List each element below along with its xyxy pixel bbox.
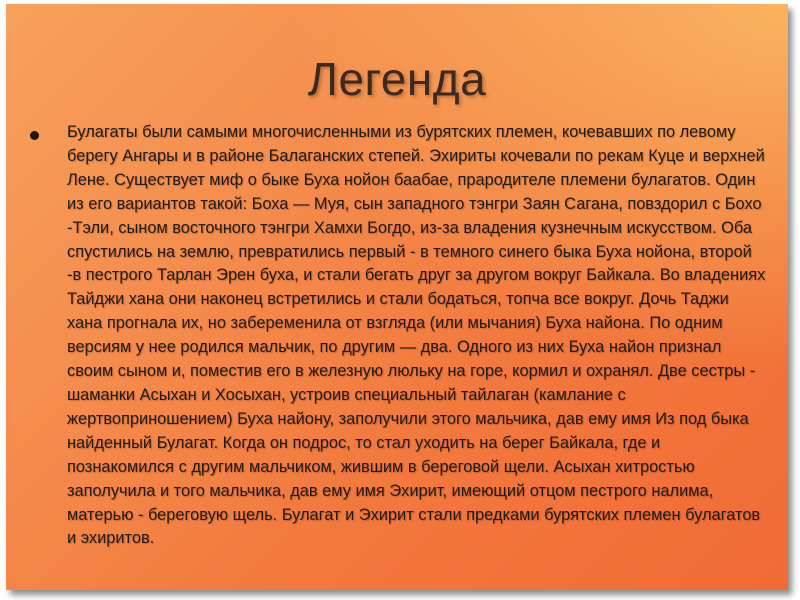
slide-title: Легенда	[307, 53, 487, 105]
bullet-dot-icon	[30, 131, 39, 140]
body-text: Булагаты были самыми многочисленными из бурятских племен, кочевавших по левому берегу Ангары и в районе Балаганских степей. Эхириты кочевали по рекам Куце и верхней Лене. Существует миф о быке Буха нойон баабае, прародителе племени булагатов. Один из его вариантов такой: Боха — Муя, сын западного тэнгри Заян Сагана, повздорил с Бохо -Тэли, сыном восточного тэнгри Хамхи Богдо, из-за владения кузнечным искусством. Оба спустились на землю, превратились первый - в темного синего быка Буха нойона, второй -в пестрого Тарлан Эрен буха, и стали бегать друг за другом вокруг Байкала. Во владениях Тайджи хана они наконец встретились и стали бодаться, топча все вокруг. Дочь Таджи хана прогнала их, но забеременила от взгляда (или мычания) Буха найона. По одним версиям у нее родился мальчик, по другим — два. Одного из них Буха найон признал своим сыном и, поместив его в железную люльку на горе, кормил и охранял. Две сестры - шаманки Асыхан и Хосыхан, устроив специальный тайлаган (камлание с жертвоприношением) Буха найону, заполучили этого мальчика, дав ему имя Из под быка найденный Булагат. Когда он подрос, то стал уходить на берег Байкала, где и познакомился с другим мальчиком, жившим в береговой щели. Асыхан хитростью заполучила и того мальчика, дав ему имя Эхирит, имеющий отцом пестрого налима, матерью - береговую щель. Булагат и Эхирит стали предками бурятских племен булагатов и эхиритов.	[67, 123, 766, 548]
bullet-item	[30, 121, 770, 551]
presentation-slide	[6, 4, 788, 590]
